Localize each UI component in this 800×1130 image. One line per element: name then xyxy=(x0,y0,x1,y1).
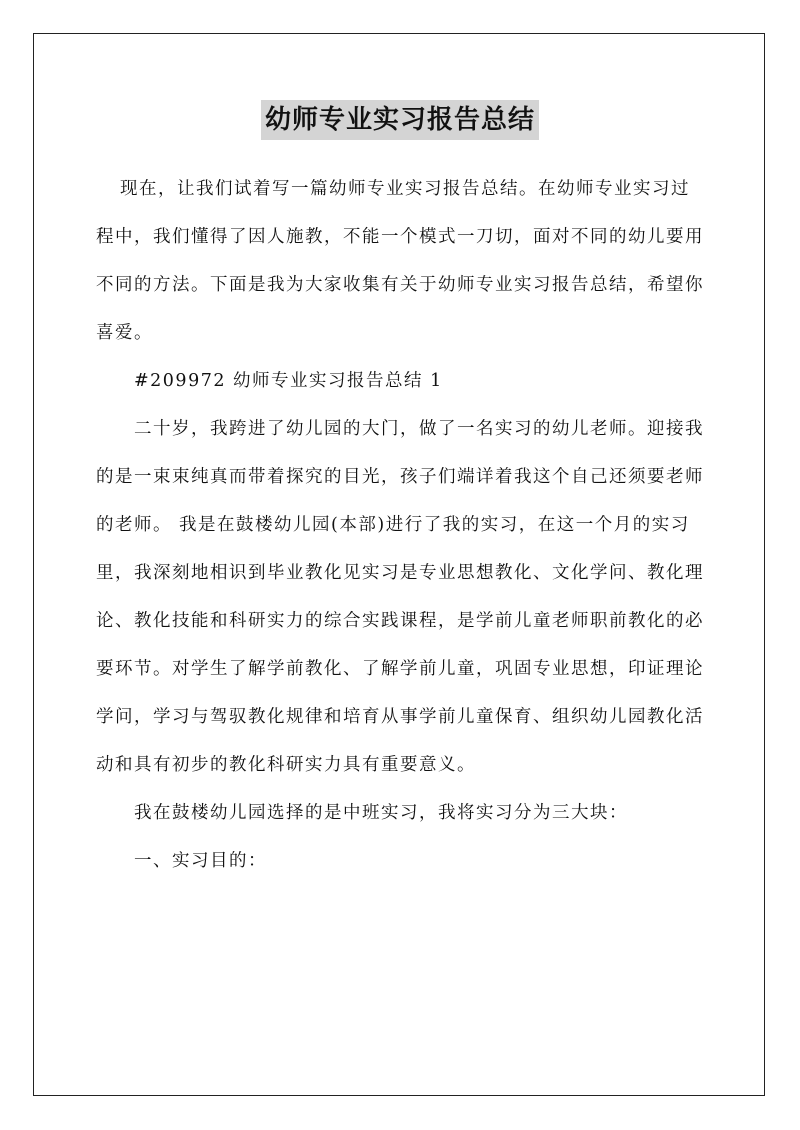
subsection-heading: 一、实习目的： xyxy=(134,851,267,871)
intro-paragraph: 现在，让我们试着写一篇幼师专业实习报告总结。在幼师专业实习过程中，我们懂得了因人施教，不能一个模式一刀切，面对不同的幼儿要用不同的方法。下面是我为大家收集有关于幼师专业实习报告总结，希望你喜爱。 xyxy=(96,179,704,343)
body-paragraph: 二十岁，我跨进了幼儿园的大门，做了一名实习的幼儿老师。迎接我的是一束束纯真而带着探究的目光，孩子们端详着我这个自己还须要老师的老师。 我是在鼓楼幼儿园(本部)进行了我的实习，在这一个月的实习里，我深刻地相识到毕业教化见实习是专业思想教化、文化学问、教化理论、教化技能和科研实力的综合实践课程，是学前儿童老师职前教化的必要环节。对学生了解学前教化、了解学前儿童，巩固专业思想，印证理论学问，学习与驾驭教化规律和培育从事学前儿童保育、组织幼儿园教化活动和具有初步的教化科研实力具有重要意义。 xyxy=(96,419,704,775)
title-container xyxy=(0,100,800,140)
body-paragraph: 我在鼓楼幼儿园选择的是中班实习，我将实习分为三大块： xyxy=(134,803,628,823)
document-title: 幼师专业实习报告总结 xyxy=(261,100,539,140)
document-body xyxy=(96,165,706,885)
section-heading: #209972 幼师专业实习报告总结 1 xyxy=(134,371,443,391)
